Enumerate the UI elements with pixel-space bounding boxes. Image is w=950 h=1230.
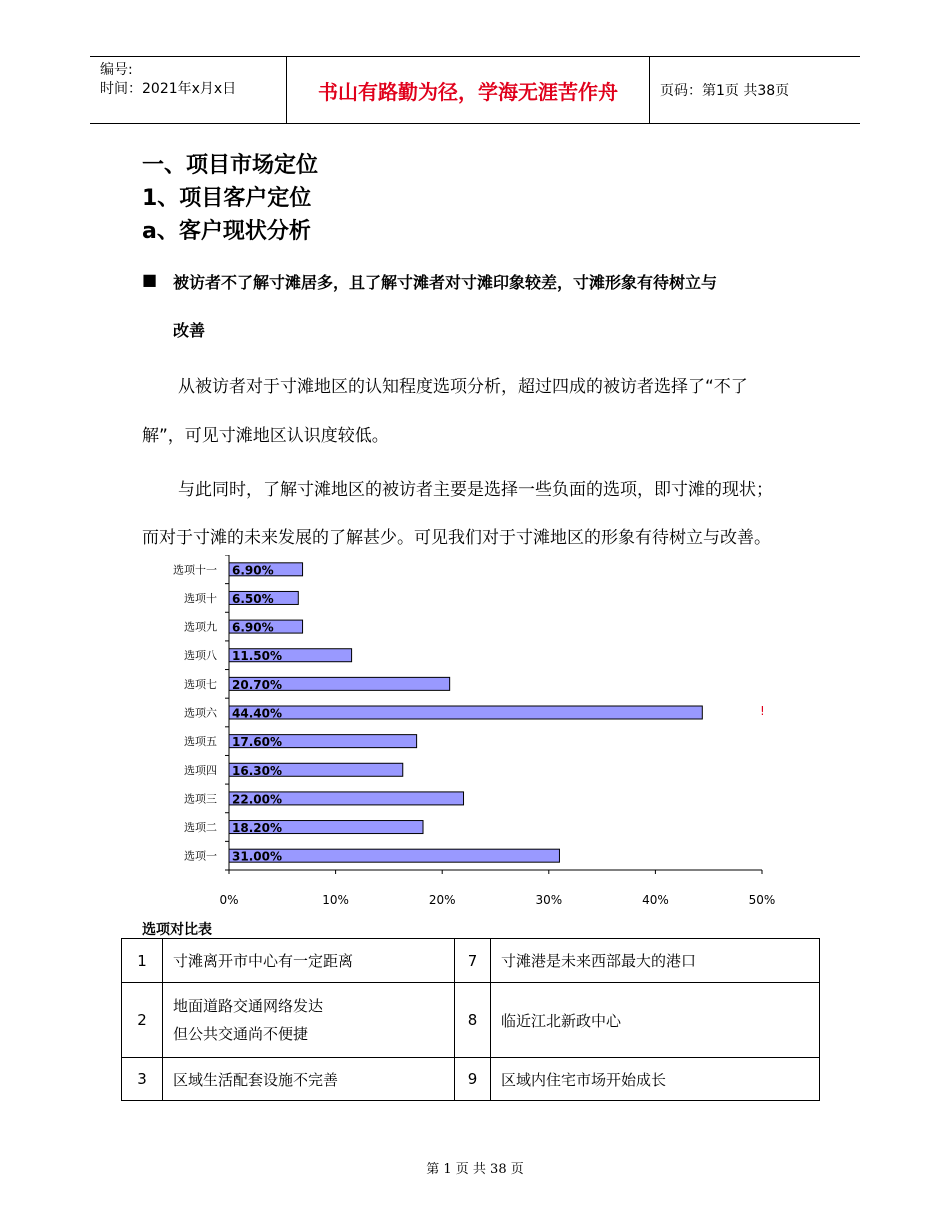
row-number: 7 — [455, 939, 491, 983]
category-label: 选项八 — [184, 649, 217, 663]
row-number: 8 — [455, 983, 491, 1058]
data-label: 31.00% — [232, 849, 282, 864]
data-label: 18.20% — [232, 821, 282, 836]
category-label: 选项七 — [184, 677, 217, 691]
category-label: 选项六 — [184, 706, 217, 720]
row-number: 9 — [455, 1058, 491, 1101]
category-label: 选项一 — [184, 849, 217, 863]
data-label: 11.50% — [232, 649, 282, 664]
category-label: 选项三 — [184, 792, 217, 806]
bullet-text-line2: 改善 — [173, 321, 206, 340]
option-text: 寸滩离开市中心有一定距离 — [163, 939, 455, 983]
x-tick-label: 30% — [535, 893, 563, 907]
category-label: 选项九 — [184, 620, 217, 634]
data-label: 6.90% — [232, 620, 274, 635]
paragraph-1-line2: 解”，可见寸滩地区认识度较低。 — [142, 426, 389, 446]
bullet-icon: ■ — [142, 270, 158, 289]
category-label: 选项十 — [184, 591, 217, 605]
table-row — [122, 983, 820, 1058]
code-label: 编号: — [100, 62, 133, 78]
data-label: 22.00% — [232, 792, 282, 807]
option-text-line: 但公共交通尚不便捷 — [173, 1025, 309, 1043]
x-tick-label: 0% — [219, 893, 239, 907]
option-text: 寸滩港是未来西部最大的港口 — [491, 939, 820, 983]
time-label: 时间：2021年x月x日 — [100, 81, 237, 97]
row-number: 1 — [122, 939, 163, 983]
table-row — [122, 1058, 820, 1101]
bar — [229, 706, 702, 719]
x-tick-label: 50% — [748, 893, 776, 907]
header-motto: 书山有路勤为径，学海无涯苦作舟 — [286, 57, 650, 123]
data-label: 20.70% — [232, 677, 282, 692]
x-tick-label: 10% — [322, 893, 349, 907]
x-tick-label: 40% — [642, 893, 669, 907]
bullet-text-line1: 被访者不了解寸滩居多，且了解寸滩者对寸滩印象较差，寸滩形象有待树立与 — [173, 273, 718, 292]
heading-1: 一、项目市场定位 — [142, 153, 319, 178]
data-label: 44.40% — [232, 706, 282, 721]
comparison-table — [121, 938, 820, 1101]
category-label: 选项十一 — [173, 563, 217, 577]
header-left — [100, 61, 236, 99]
side-mark: ! — [760, 704, 765, 718]
heading-3: a、客户现状分析 — [142, 219, 311, 244]
page-header — [90, 56, 860, 124]
data-label: 6.50% — [232, 591, 274, 606]
category-label: 选项五 — [184, 735, 217, 749]
data-label: 6.90% — [232, 563, 274, 578]
header-page-info: 页码：第1页 共38页 — [660, 83, 790, 99]
category-label: 选项四 — [184, 763, 217, 777]
option-text: 区域生活配套设施不完善 — [163, 1058, 455, 1101]
option-text: 临近江北新政中心 — [491, 983, 820, 1058]
x-tick-label: 20% — [428, 893, 456, 907]
page-footer: 第 1 页 共 38 页 — [426, 1162, 524, 1177]
option-text — [163, 983, 455, 1058]
option-text-line: 地面道路交通网络发达 — [173, 997, 324, 1015]
data-label: 17.60% — [232, 735, 282, 750]
row-number: 3 — [122, 1058, 163, 1101]
category-label: 选项二 — [184, 821, 217, 835]
table-row — [122, 939, 820, 983]
paragraph-2-line2: 而对于寸滩的未来发展的了解甚少。可见我们对于寸滩地区的形象有待树立与改善。 — [142, 528, 771, 548]
table-title: 选项对比表 — [142, 922, 212, 938]
heading-2: 1、项目客户定位 — [142, 186, 312, 211]
paragraph-2-line1: 与此同时，了解寸滩地区的被访者主要是选择一些负面的选项，即寸滩的现状； — [178, 480, 773, 500]
bar-chart — [150, 555, 790, 915]
data-label: 16.30% — [232, 763, 282, 778]
option-text: 区域内住宅市场开始成长 — [491, 1058, 820, 1101]
row-number: 2 — [122, 983, 163, 1058]
paragraph-1-line1: 从被访者对于寸滩地区的认知程度选项分析，超过四成的被访者选择了“不了 — [178, 377, 748, 397]
